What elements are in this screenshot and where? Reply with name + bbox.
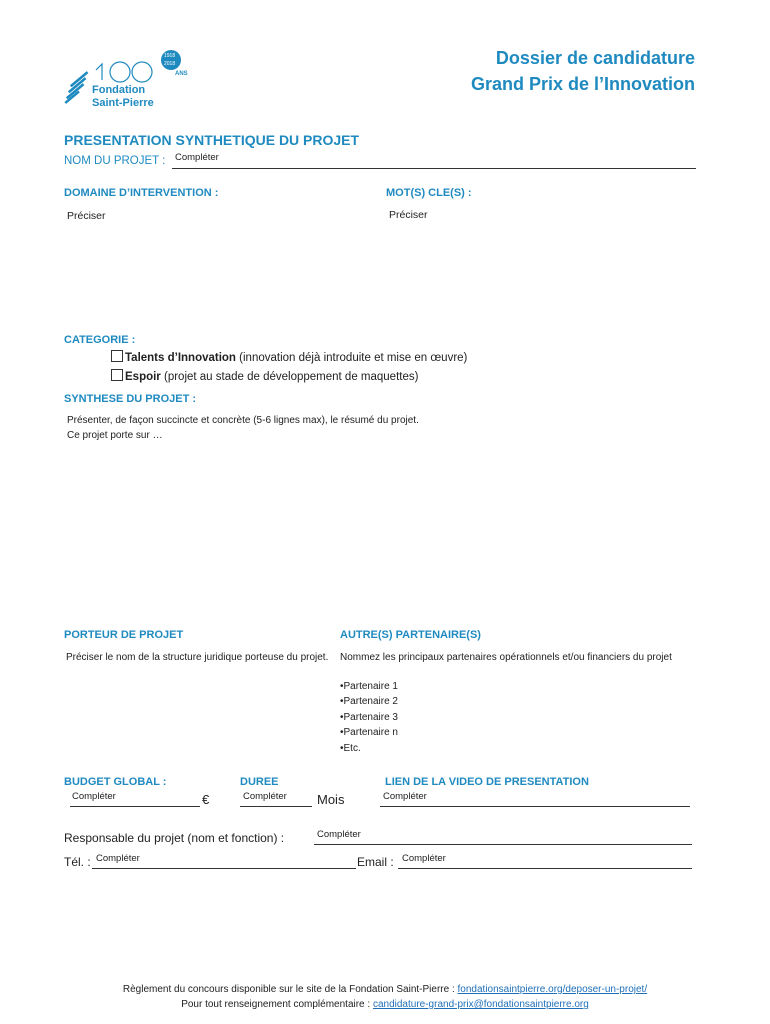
- doc-title-line1: Dossier de candidature: [495, 48, 695, 68]
- logo-year-start: 1918: [164, 53, 176, 59]
- partenaire-item-4: •Partenaire n: [340, 727, 398, 738]
- logo-ans: ANS: [175, 71, 188, 77]
- nom-projet-field[interactable]: Compléter: [175, 152, 219, 163]
- budget-unit: €: [202, 792, 210, 807]
- domaine-label: DOMAINE D’INTERVENTION :: [64, 187, 219, 199]
- categorie-label: CATEGORIE :: [64, 334, 136, 346]
- responsable-underline: [314, 844, 692, 845]
- categorie-option-espoir[interactable]: [111, 369, 418, 383]
- nom-projet-label: NOM DU PROJET :: [64, 155, 166, 167]
- tel-label: Tél. :: [64, 855, 91, 869]
- synthese-line1[interactable]: Présenter, de façon succincte et concrète (5-6 lignes max), le résumé du projet.: [67, 415, 419, 426]
- footer-reglement-text: Règlement du concours disponible sur le site de la Fondation Saint-Pierre :: [122, 984, 455, 995]
- budget-underline: [70, 806, 200, 807]
- budget-field[interactable]: Compléter: [72, 791, 116, 802]
- logo: [62, 48, 202, 118]
- duree-unit: Mois: [317, 792, 345, 807]
- categorie-option-talents[interactable]: [111, 350, 467, 364]
- tel-underline: [92, 868, 356, 869]
- section-title: PRESENTATION SYNTHETIQUE DU PROJET: [64, 132, 360, 148]
- porteur-label: PORTEUR DE PROJET: [64, 629, 184, 641]
- partenaires-intro[interactable]: Nommez les principaux partenaires opérationnels et/ou financiers du projet: [340, 652, 672, 663]
- logo-name-line1: Fondation: [92, 84, 146, 96]
- porteur-text[interactable]: Préciser le nom de la structure juridique porteuse du projet.: [66, 652, 329, 663]
- footer-deposer-link[interactable]: fondationsaintpierre.org/deposer-un-projet/: [457, 984, 648, 995]
- mots-cles-field[interactable]: Préciser: [389, 209, 428, 221]
- video-field[interactable]: Compléter: [383, 791, 427, 802]
- domaine-field[interactable]: Préciser: [67, 210, 106, 222]
- email-underline: [398, 868, 692, 869]
- video-underline: [380, 806, 690, 807]
- duree-label: DUREE: [240, 776, 279, 788]
- responsable-label: Responsable du projet (nom et fonction) :: [64, 831, 285, 845]
- footer-email-link[interactable]: candidature-grand-prix@fondationsaintpierre.org: [372, 999, 589, 1010]
- footer-contact-text: Pour tout renseignement complémentaire :: [181, 999, 371, 1010]
- email-field[interactable]: Compléter: [402, 853, 446, 864]
- synthese-line2[interactable]: Ce projet porte sur …: [67, 430, 163, 441]
- duree-field[interactable]: Compléter: [243, 791, 287, 802]
- checkbox-talents[interactable]: [111, 350, 123, 362]
- logo-name-line2: Saint-Pierre: [92, 97, 154, 109]
- footer-line1: [0, 984, 770, 995]
- partenaire-item-2: •Partenaire 2: [340, 696, 398, 707]
- doc-title-line2: Grand Prix de l’Innovation: [470, 74, 695, 94]
- responsable-field[interactable]: Compléter: [317, 829, 361, 840]
- partenaire-item-1: •Partenaire 1: [340, 681, 398, 692]
- footer-line2: [0, 999, 770, 1010]
- synthese-label: SYNTHESE DU PROJET :: [64, 393, 197, 405]
- mots-cles-label: MOT(S) CLE(S) :: [386, 187, 472, 199]
- option-espoir-name: Espoir: [125, 371, 161, 383]
- option-talents-name: Talents d’Innovation: [125, 352, 236, 364]
- partenaire-item-5: •Etc.: [340, 743, 361, 754]
- nom-projet-underline: [172, 168, 696, 169]
- email-label: Email :: [357, 855, 394, 869]
- duree-underline: [240, 806, 312, 807]
- partenaire-item-3: •Partenaire 3: [340, 712, 398, 723]
- checkbox-espoir[interactable]: [111, 369, 123, 381]
- budget-label: BUDGET GLOBAL :: [64, 776, 167, 788]
- option-espoir-desc: (projet au stade de développement de maquettes): [164, 371, 419, 383]
- tel-field[interactable]: Compléter: [96, 853, 140, 864]
- option-talents-desc: (innovation déjà introduite et mise en œuvre): [239, 352, 468, 364]
- partenaires-label: AUTRE(S) PARTENAIRE(S): [340, 629, 481, 641]
- video-label: LIEN DE LA VIDEO DE PRESENTATION: [385, 776, 589, 788]
- logo-year-end: 2018: [164, 61, 176, 67]
